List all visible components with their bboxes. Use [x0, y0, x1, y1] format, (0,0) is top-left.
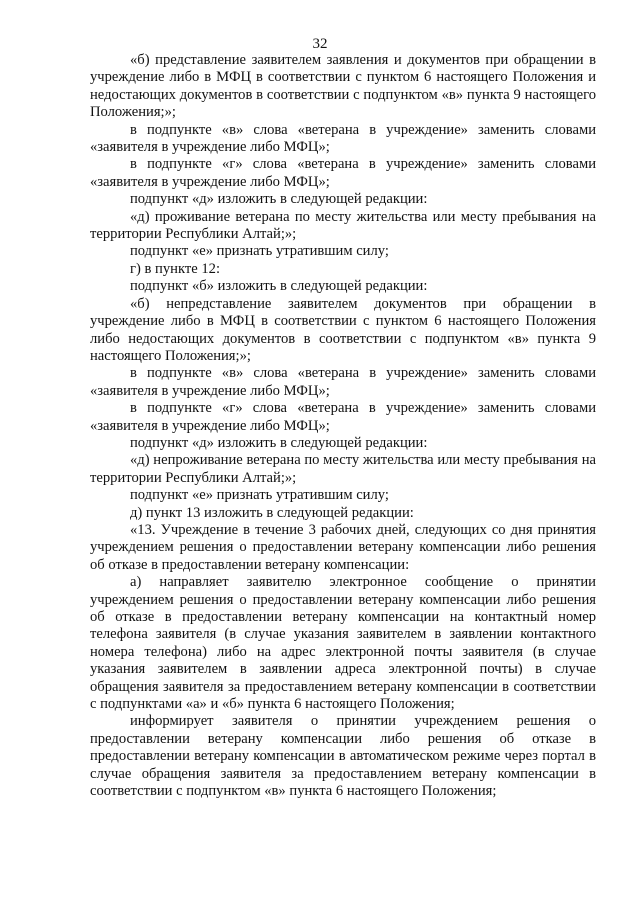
paragraph: подпункт «д» изложить в следующей редакции: [130, 191, 428, 208]
paragraph: «д) непроживание ветерана по месту жительства или месту пребывания на территории Республики Алтай;»; [90, 452, 596, 486]
paragraph: в подпункте «г» слова «ветерана в учреждение» заменить словами «заявителя в учреждение либо МФЦ»; [90, 400, 596, 434]
paragraph: д) пункт 13 изложить в следующей редакции: [130, 504, 414, 521]
paragraph: подпункт «б» изложить в следующей редакции: [130, 278, 428, 295]
paragraph: «б) непредставление заявителем документов при обращении в учреждение либо в МФЦ в соответствии с пунктом 6 настоящего Положения либо недостающих документов в соответствии с подпунктом «в» пункта 9 настоящего Положения;»; [90, 295, 596, 364]
paragraph: «б) представление заявителем заявления и документов при обращении в учреждение либо в МФЦ в соответствии с пунктом 6 настоящего Положения и недостающих документов в соответствии с подпунктом «в» пункта 9 настоящего Положения;»; [90, 52, 596, 121]
paragraph: в подпункте «г» слова «ветерана в учреждение» заменить словами «заявителя в учреждение либо МФЦ»; [90, 156, 596, 190]
paragraph: в подпункте «в» слова «ветерана в учреждение» заменить словами «заявителя в учреждение либо МФЦ»; [90, 365, 596, 399]
page-number: 32 [312, 36, 328, 52]
paragraph: а) направляет заявителю электронное сообщение о принятии учреждением решения о предоставлении ветерану компенсации либо решения об отказе в предоставлении ветерану компенсации на контактный номер телефона заявителя (в случае указания заявителем в заявлении контактного номера телефона) либо на адрес электронной почты заявителя (в случае указания заявителем в заявлении адреса электронной почты) в случае обращения заявителя за предоставлением ветерану компенсации в соответствии с подпунктами «а» и «б» пункта 6 настоящего Положения; [90, 574, 596, 713]
paragraph: «13. Учреждение в течение 3 рабочих дней, следующих со дня принятия учреждением решения о предоставлении ветерану компенсации либо решения об отказе в предоставлении ветерану компенсации: [90, 521, 596, 573]
paragraph: подпункт «е» признать утратившим силу; [130, 243, 389, 260]
paragraph: подпункт «е» признать утратившим силу; [130, 487, 389, 504]
paragraph: г) в пункте 12: [130, 260, 220, 277]
paragraph: информирует заявителя о принятии учреждением решения о предоставлении ветерану компенсации либо решения об отказе в предоставлении ветерану компенсации в автоматическом режиме через портал в случае обращения заявителя за предоставлением ветерану компенсации в соответствии с подпунктом «в» пункта 6 настоящего Положения; [90, 713, 596, 800]
paragraph: в подпункте «в» слова «ветерана в учреждение» заменить словами «заявителя в учреждение либо МФЦ»; [90, 121, 596, 156]
document-body [90, 52, 596, 800]
paragraph: «д) проживание ветерана по месту жительства или месту пребывания на территории Республики Алтай;»; [90, 208, 596, 243]
paragraph: подпункт «д» изложить в следующей редакции: [130, 434, 428, 451]
